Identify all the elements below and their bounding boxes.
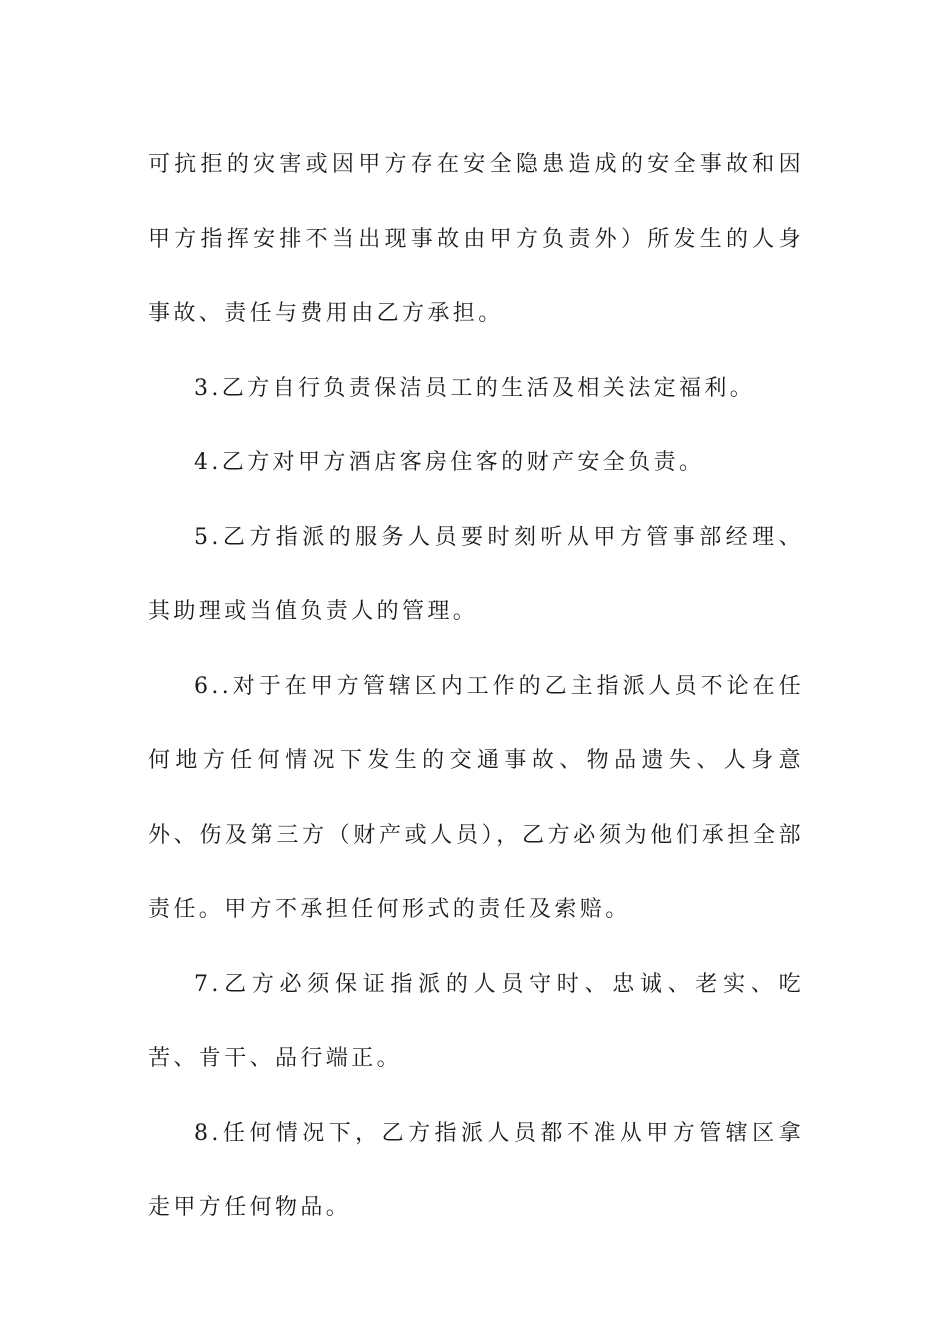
paragraph-item-3: 3.乙方自行负责保洁员工的生活及相关法定福利。 xyxy=(194,375,756,401)
paragraph-item-7: 7.乙方必须保证指派的人员守时、忠诚、老实、吃苦、肯干、品行端正。 xyxy=(148,971,804,1071)
paragraph-continuation: 可抗拒的灾害或因甲方存在安全隐患造成的安全事故和因甲方指挥安排不当出现事故由甲方负责外）所发生的人身事故、责任与费用由乙方承担。 xyxy=(148,152,804,326)
paragraph-item-8: 8.任何情况下，乙方指派人员都不准从甲方管辖区拿走甲方任何物品。 xyxy=(148,1120,804,1220)
paragraph-item-6: 6..对于在甲方管辖区内工作的乙主指派人员不论在任何地方任何情况下发生的交通事故、物品遗失、人身意外、伤及第三方（财产或人员），乙方必须为他们承担全部责任。甲方不承担任何形式的责任及索赔。 xyxy=(148,673,804,922)
paragraph-item-4: 4.乙方对甲方酒店客房住客的财产安全负责。 xyxy=(194,450,705,475)
paragraph-item-5: 5.乙方指派的服务人员要时刻听从甲方管事部经理、其助理或当值负责人的管理。 xyxy=(148,524,804,624)
document-body xyxy=(148,128,804,1246)
